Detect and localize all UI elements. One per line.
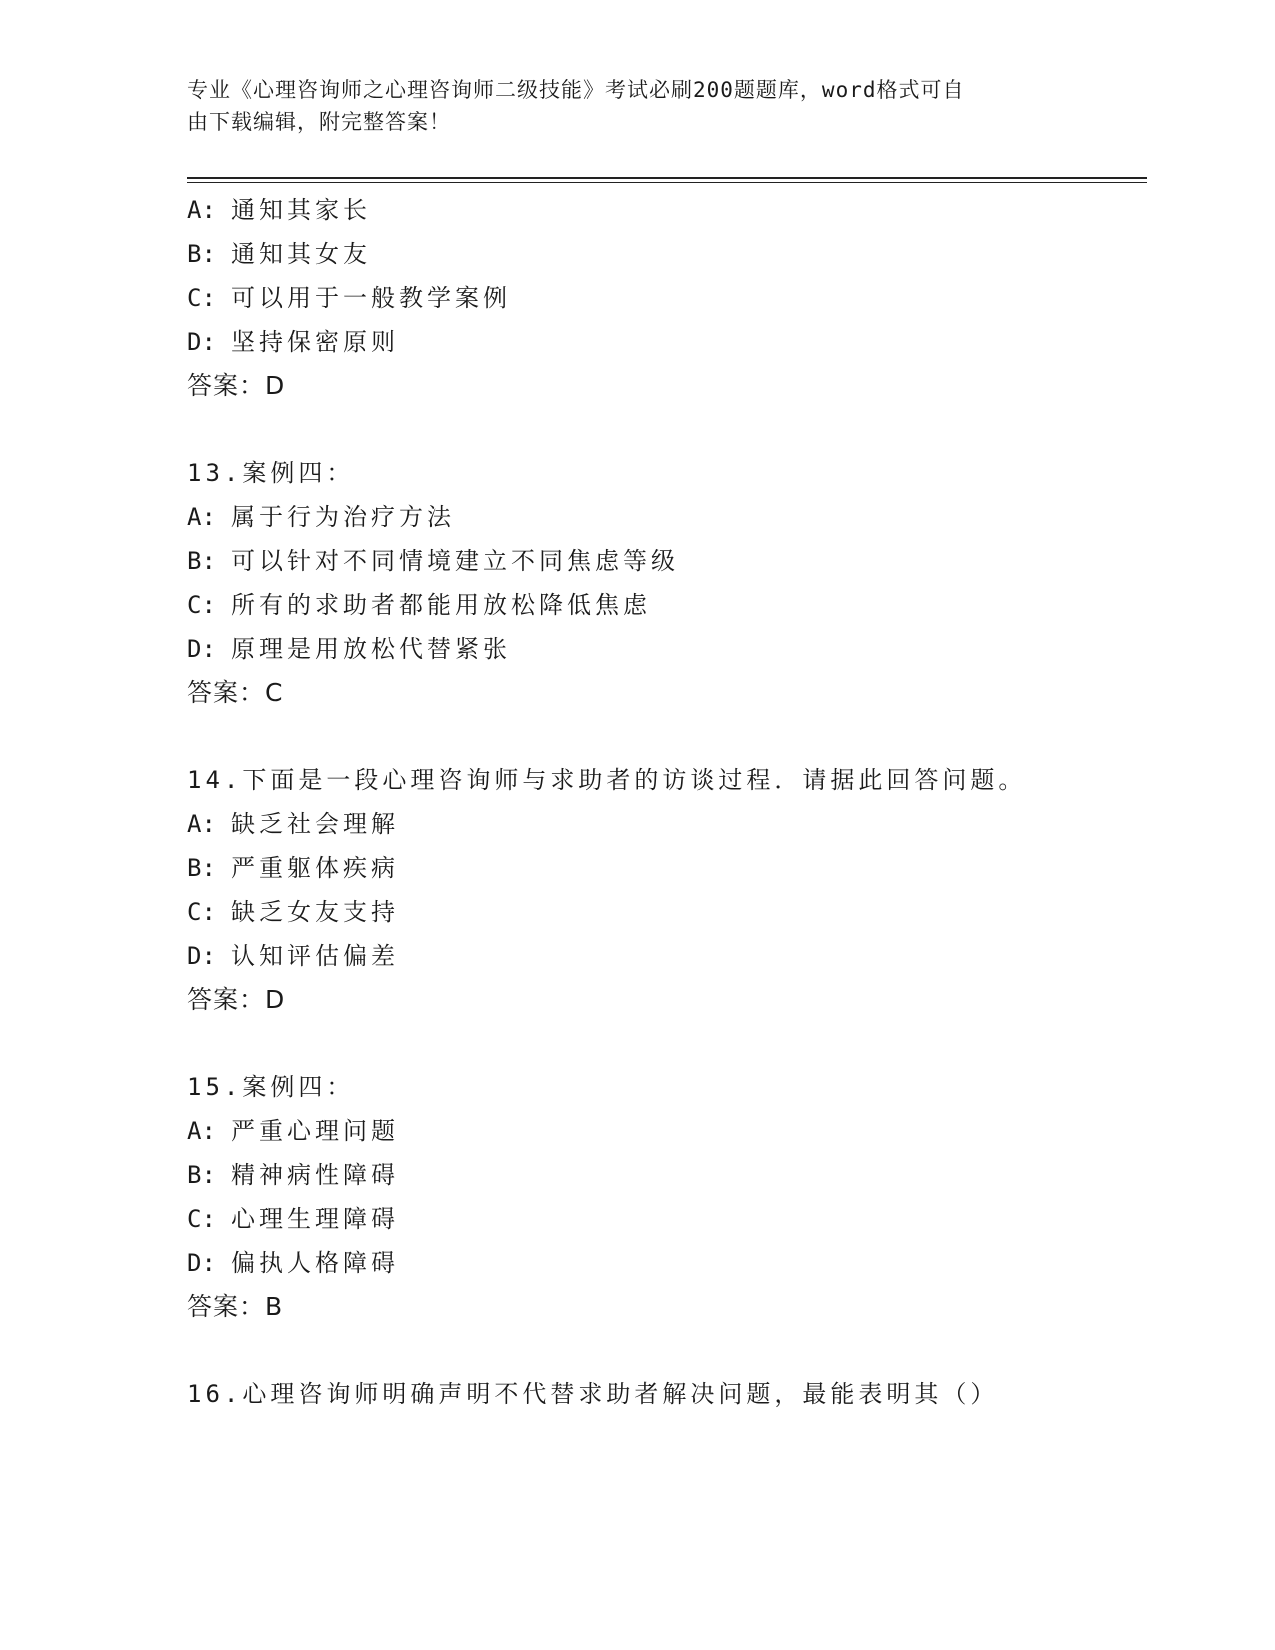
answer-line: 答案：D [187, 371, 286, 400]
question-stem: 13.案例四： [187, 459, 355, 487]
option-b: B: 严重躯体疾病 [187, 854, 399, 882]
option-d: D: 认知评估偏差 [187, 942, 399, 970]
answer-line: 答案：B [187, 1292, 284, 1321]
option-b: B: 通知其女友 [187, 240, 371, 268]
option-c: C: 所有的求助者都能用放松降低焦虑 [187, 591, 651, 619]
option-b: B: 可以针对不同情境建立不同焦虑等级 [187, 547, 679, 575]
option-a: A: 属于行为治疗方法 [187, 503, 455, 531]
intro-paragraph [187, 74, 1087, 138]
answer-line: 答案：C [187, 678, 284, 707]
intro-line-2: 由下载编辑，附完整答案！ [187, 110, 451, 134]
intro-line-1: 专业《心理咨询师之心理咨询师二级技能》考试必刷200题题库，word格式可自 [187, 78, 965, 102]
option-a: A: 缺乏社会理解 [187, 810, 399, 838]
question-stem: 14.下面是一段心理咨询师与求助者的访谈过程．请据此回答问题。 [187, 766, 1027, 794]
option-c: C: 缺乏女友支持 [187, 898, 399, 926]
option-d: D: 偏执人格障碍 [187, 1249, 399, 1277]
header-divider-thin [187, 182, 1147, 183]
option-c: C: 可以用于一般教学案例 [187, 284, 511, 312]
option-a: A: 严重心理问题 [187, 1117, 399, 1145]
option-d: D: 坚持保密原则 [187, 328, 399, 356]
option-a: A: 通知其家长 [187, 196, 371, 224]
option-d: D: 原理是用放松代替紧张 [187, 635, 511, 663]
answer-line: 答案：D [187, 985, 286, 1014]
question-stem: 15.案例四： [187, 1073, 355, 1101]
option-b: B: 精神病性障碍 [187, 1161, 399, 1189]
header-divider-thick [187, 177, 1147, 179]
question-stem: 16.心理咨询师明确声明不代替求助者解决问题，最能表明其（） [187, 1380, 999, 1408]
option-c: C: 心理生理障碍 [187, 1205, 399, 1233]
